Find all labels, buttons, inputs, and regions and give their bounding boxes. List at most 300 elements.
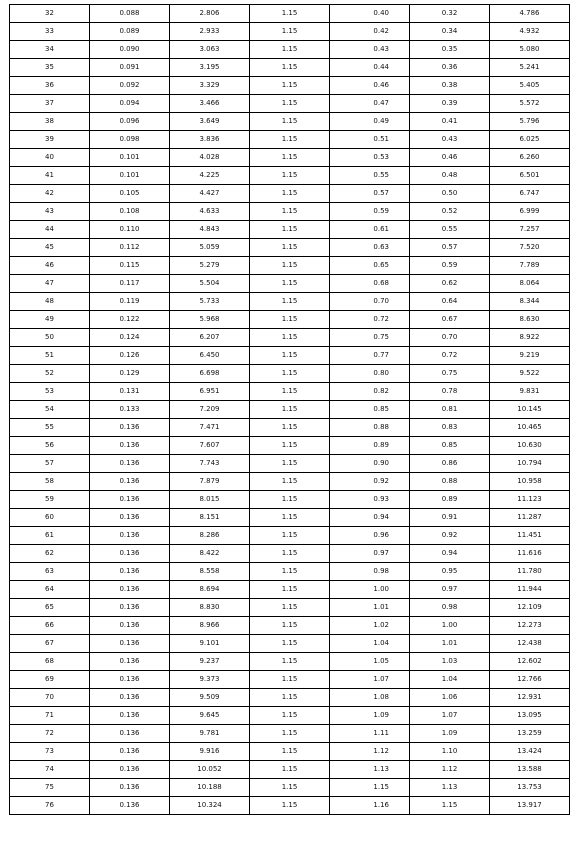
cell-col-6-value: 0.83 (410, 419, 490, 437)
table-row (10, 257, 570, 275)
cell-row-index: 50 (10, 329, 90, 347)
cell-col-7-value: 11.616 (490, 545, 570, 563)
cell-col-4-value: 1.15 (250, 545, 330, 563)
cell-col-3-value: 9.916 (170, 743, 250, 761)
table-row (10, 77, 570, 95)
cell-col-2-value: 0.115 (90, 257, 170, 275)
cell-col-6-value: 0.75 (410, 365, 490, 383)
cell-row-index: 64 (10, 581, 90, 599)
cell-col-4-value: 1.15 (250, 275, 330, 293)
cell-col-2-value: 0.136 (90, 437, 170, 455)
cell-row-index: 45 (10, 239, 90, 257)
cell-col-2-value: 0.091 (90, 59, 170, 77)
cell-col-5-value: 0.89 (330, 437, 410, 455)
cell-row-index: 46 (10, 257, 90, 275)
cell-col-7-value: 12.602 (490, 653, 570, 671)
cell-col-2-value: 0.110 (90, 221, 170, 239)
cell-col-4-value: 1.15 (250, 671, 330, 689)
cell-col-3-value: 8.558 (170, 563, 250, 581)
cell-col-6-value: 1.09 (410, 725, 490, 743)
table-row (10, 671, 570, 689)
cell-col-6-value: 0.50 (410, 185, 490, 203)
table-row (10, 653, 570, 671)
cell-col-6-value: 0.85 (410, 437, 490, 455)
cell-row-index: 36 (10, 77, 90, 95)
cell-col-3-value: 3.329 (170, 77, 250, 95)
cell-col-2-value: 0.089 (90, 23, 170, 41)
cell-col-6-value: 0.41 (410, 113, 490, 131)
cell-col-4-value: 1.15 (250, 725, 330, 743)
cell-col-4-value: 1.15 (250, 437, 330, 455)
cell-col-5-value: 0.68 (330, 275, 410, 293)
cell-col-7-value: 6.025 (490, 131, 570, 149)
cell-col-3-value: 10.188 (170, 779, 250, 797)
cell-col-4-value: 1.15 (250, 581, 330, 599)
table-row (10, 167, 570, 185)
cell-col-2-value: 0.136 (90, 761, 170, 779)
cell-col-6-value: 0.88 (410, 473, 490, 491)
cell-col-3-value: 10.052 (170, 761, 250, 779)
cell-col-6-value: 0.97 (410, 581, 490, 599)
cell-row-index: 41 (10, 167, 90, 185)
cell-col-3-value: 6.450 (170, 347, 250, 365)
cell-col-3-value: 8.015 (170, 491, 250, 509)
cell-col-4-value: 1.15 (250, 41, 330, 59)
cell-col-3-value: 2.933 (170, 23, 250, 41)
table-row (10, 797, 570, 815)
cell-col-6-value: 0.64 (410, 293, 490, 311)
cell-row-index: 68 (10, 653, 90, 671)
cell-col-7-value: 7.257 (490, 221, 570, 239)
cell-col-6-value: 0.35 (410, 41, 490, 59)
cell-row-index: 53 (10, 383, 90, 401)
table-row (10, 707, 570, 725)
cell-col-6-value: 1.00 (410, 617, 490, 635)
cell-col-3-value: 7.209 (170, 401, 250, 419)
cell-row-index: 47 (10, 275, 90, 293)
cell-col-2-value: 0.136 (90, 635, 170, 653)
cell-col-3-value: 5.733 (170, 293, 250, 311)
cell-row-index: 61 (10, 527, 90, 545)
cell-col-5-value: 1.05 (330, 653, 410, 671)
cell-col-4-value: 1.15 (250, 599, 330, 617)
cell-col-2-value: 0.098 (90, 131, 170, 149)
cell-col-7-value: 5.796 (490, 113, 570, 131)
table-row (10, 5, 570, 23)
cell-col-5-value: 0.85 (330, 401, 410, 419)
cell-col-2-value: 0.136 (90, 545, 170, 563)
cell-col-6-value: 1.03 (410, 653, 490, 671)
cell-col-5-value: 1.09 (330, 707, 410, 725)
cell-col-6-value: 0.48 (410, 167, 490, 185)
cell-col-3-value: 9.645 (170, 707, 250, 725)
cell-col-7-value: 11.123 (490, 491, 570, 509)
cell-col-3-value: 8.286 (170, 527, 250, 545)
cell-col-6-value: 0.72 (410, 347, 490, 365)
cell-col-6-value: 1.04 (410, 671, 490, 689)
cell-col-7-value: 8.064 (490, 275, 570, 293)
cell-col-7-value: 11.451 (490, 527, 570, 545)
cell-col-4-value: 1.15 (250, 23, 330, 41)
cell-col-5-value: 0.96 (330, 527, 410, 545)
cell-col-2-value: 0.136 (90, 527, 170, 545)
cell-col-5-value: 0.53 (330, 149, 410, 167)
cell-col-7-value: 5.241 (490, 59, 570, 77)
cell-col-5-value: 0.65 (330, 257, 410, 275)
cell-col-7-value: 9.219 (490, 347, 570, 365)
cell-col-3-value: 4.427 (170, 185, 250, 203)
cell-col-3-value: 4.028 (170, 149, 250, 167)
cell-row-index: 49 (10, 311, 90, 329)
cell-row-index: 66 (10, 617, 90, 635)
cell-col-3-value: 5.279 (170, 257, 250, 275)
table-row (10, 761, 570, 779)
cell-col-5-value: 0.47 (330, 95, 410, 113)
cell-col-5-value: 1.08 (330, 689, 410, 707)
cell-col-6-value: 0.95 (410, 563, 490, 581)
cell-col-3-value: 6.951 (170, 383, 250, 401)
cell-col-4-value: 1.15 (250, 707, 330, 725)
table-row (10, 491, 570, 509)
cell-col-7-value: 9.522 (490, 365, 570, 383)
cell-row-index: 38 (10, 113, 90, 131)
cell-col-2-value: 0.090 (90, 41, 170, 59)
cell-col-4-value: 1.15 (250, 401, 330, 419)
cell-col-2-value: 0.136 (90, 779, 170, 797)
cell-col-4-value: 1.15 (250, 455, 330, 473)
cell-col-3-value: 3.836 (170, 131, 250, 149)
cell-row-index: 51 (10, 347, 90, 365)
cell-col-4-value: 1.15 (250, 95, 330, 113)
cell-col-7-value: 10.794 (490, 455, 570, 473)
cell-col-5-value: 0.46 (330, 77, 410, 95)
cell-col-6-value: 0.52 (410, 203, 490, 221)
cell-col-5-value: 0.42 (330, 23, 410, 41)
cell-col-6-value: 0.55 (410, 221, 490, 239)
cell-col-3-value: 3.466 (170, 95, 250, 113)
cell-row-index: 34 (10, 41, 90, 59)
cell-col-4-value: 1.15 (250, 689, 330, 707)
cell-col-5-value: 0.44 (330, 59, 410, 77)
cell-row-index: 74 (10, 761, 90, 779)
cell-col-5-value: 1.02 (330, 617, 410, 635)
cell-col-6-value: 0.57 (410, 239, 490, 257)
table-body (10, 5, 570, 815)
table-row (10, 779, 570, 797)
cell-col-6-value: 0.92 (410, 527, 490, 545)
cell-row-index: 62 (10, 545, 90, 563)
cell-col-5-value: 1.13 (330, 761, 410, 779)
cell-col-2-value: 0.136 (90, 473, 170, 491)
table-row (10, 293, 570, 311)
cell-col-5-value: 0.88 (330, 419, 410, 437)
table-row (10, 203, 570, 221)
cell-col-6-value: 0.78 (410, 383, 490, 401)
cell-col-3-value: 4.843 (170, 221, 250, 239)
cell-row-index: 33 (10, 23, 90, 41)
cell-row-index: 56 (10, 437, 90, 455)
cell-row-index: 39 (10, 131, 90, 149)
table-row (10, 455, 570, 473)
cell-col-2-value: 0.101 (90, 149, 170, 167)
cell-col-5-value: 0.90 (330, 455, 410, 473)
cell-col-4-value: 1.15 (250, 77, 330, 95)
cell-col-7-value: 13.753 (490, 779, 570, 797)
cell-row-index: 69 (10, 671, 90, 689)
cell-col-4-value: 1.15 (250, 5, 330, 23)
cell-col-5-value: 0.72 (330, 311, 410, 329)
cell-col-7-value: 5.572 (490, 95, 570, 113)
table-row (10, 635, 570, 653)
cell-col-2-value: 0.136 (90, 725, 170, 743)
cell-col-4-value: 1.15 (250, 761, 330, 779)
cell-row-index: 37 (10, 95, 90, 113)
cell-col-4-value: 1.15 (250, 473, 330, 491)
cell-col-5-value: 1.07 (330, 671, 410, 689)
cell-col-3-value: 10.324 (170, 797, 250, 815)
cell-col-4-value: 1.15 (250, 653, 330, 671)
cell-col-5-value: 0.63 (330, 239, 410, 257)
cell-col-7-value: 13.095 (490, 707, 570, 725)
cell-col-7-value: 10.465 (490, 419, 570, 437)
cell-col-2-value: 0.105 (90, 185, 170, 203)
cell-col-4-value: 1.15 (250, 311, 330, 329)
cell-row-index: 70 (10, 689, 90, 707)
cell-col-6-value: 0.70 (410, 329, 490, 347)
cell-col-3-value: 9.101 (170, 635, 250, 653)
table-row (10, 275, 570, 293)
table-row (10, 617, 570, 635)
cell-row-index: 44 (10, 221, 90, 239)
cell-col-5-value: 0.77 (330, 347, 410, 365)
cell-col-5-value: 1.12 (330, 743, 410, 761)
cell-col-7-value: 8.922 (490, 329, 570, 347)
cell-col-2-value: 0.136 (90, 707, 170, 725)
table-row (10, 563, 570, 581)
cell-row-index: 55 (10, 419, 90, 437)
cell-col-3-value: 7.471 (170, 419, 250, 437)
cell-col-3-value: 5.059 (170, 239, 250, 257)
table-row (10, 383, 570, 401)
cell-col-3-value: 7.879 (170, 473, 250, 491)
table-row (10, 599, 570, 617)
cell-col-6-value: 0.34 (410, 23, 490, 41)
cell-col-3-value: 5.968 (170, 311, 250, 329)
cell-col-7-value: 10.145 (490, 401, 570, 419)
cell-col-6-value: 1.12 (410, 761, 490, 779)
cell-col-5-value: 0.97 (330, 545, 410, 563)
data-table (9, 4, 570, 815)
cell-col-2-value: 0.124 (90, 329, 170, 347)
table-row (10, 473, 570, 491)
cell-col-2-value: 0.136 (90, 599, 170, 617)
cell-col-4-value: 1.15 (250, 635, 330, 653)
cell-col-4-value: 1.15 (250, 203, 330, 221)
cell-col-5-value: 1.11 (330, 725, 410, 743)
cell-col-7-value: 6.747 (490, 185, 570, 203)
cell-row-index: 52 (10, 365, 90, 383)
cell-row-index: 72 (10, 725, 90, 743)
cell-col-3-value: 4.225 (170, 167, 250, 185)
cell-col-6-value: 0.36 (410, 59, 490, 77)
cell-col-7-value: 8.630 (490, 311, 570, 329)
cell-row-index: 35 (10, 59, 90, 77)
cell-col-6-value: 1.13 (410, 779, 490, 797)
cell-col-5-value: 0.93 (330, 491, 410, 509)
cell-col-7-value: 8.344 (490, 293, 570, 311)
cell-col-2-value: 0.094 (90, 95, 170, 113)
cell-col-7-value: 13.259 (490, 725, 570, 743)
cell-col-5-value: 0.75 (330, 329, 410, 347)
cell-row-index: 73 (10, 743, 90, 761)
cell-col-7-value: 11.780 (490, 563, 570, 581)
cell-col-2-value: 0.129 (90, 365, 170, 383)
table-row (10, 113, 570, 131)
cell-col-7-value: 13.424 (490, 743, 570, 761)
cell-col-6-value: 0.38 (410, 77, 490, 95)
cell-col-3-value: 9.781 (170, 725, 250, 743)
cell-col-5-value: 0.49 (330, 113, 410, 131)
cell-col-5-value: 1.00 (330, 581, 410, 599)
cell-col-6-value: 0.46 (410, 149, 490, 167)
cell-row-index: 76 (10, 797, 90, 815)
cell-col-3-value: 8.694 (170, 581, 250, 599)
cell-col-2-value: 0.133 (90, 401, 170, 419)
cell-row-index: 60 (10, 509, 90, 527)
table-row (10, 725, 570, 743)
cell-col-2-value: 0.136 (90, 563, 170, 581)
cell-col-2-value: 0.101 (90, 167, 170, 185)
cell-col-7-value: 12.931 (490, 689, 570, 707)
cell-col-5-value: 0.82 (330, 383, 410, 401)
cell-col-2-value: 0.136 (90, 797, 170, 815)
table-row (10, 239, 570, 257)
cell-col-4-value: 1.15 (250, 365, 330, 383)
cell-col-7-value: 10.630 (490, 437, 570, 455)
cell-col-5-value: 1.16 (330, 797, 410, 815)
cell-col-7-value: 12.438 (490, 635, 570, 653)
cell-col-6-value: 0.89 (410, 491, 490, 509)
cell-col-2-value: 0.136 (90, 419, 170, 437)
cell-col-3-value: 8.830 (170, 599, 250, 617)
table-row (10, 311, 570, 329)
cell-col-3-value: 6.698 (170, 365, 250, 383)
cell-col-2-value: 0.136 (90, 689, 170, 707)
cell-col-3-value: 3.195 (170, 59, 250, 77)
cell-row-index: 59 (10, 491, 90, 509)
cell-row-index: 71 (10, 707, 90, 725)
cell-col-5-value: 0.57 (330, 185, 410, 203)
cell-col-4-value: 1.15 (250, 167, 330, 185)
cell-col-6-value: 1.10 (410, 743, 490, 761)
cell-col-5-value: 0.92 (330, 473, 410, 491)
cell-row-index: 54 (10, 401, 90, 419)
table-row (10, 365, 570, 383)
cell-col-6-value: 1.07 (410, 707, 490, 725)
cell-col-7-value: 4.932 (490, 23, 570, 41)
cell-col-2-value: 0.112 (90, 239, 170, 257)
cell-col-2-value: 0.117 (90, 275, 170, 293)
cell-col-3-value: 6.207 (170, 329, 250, 347)
cell-col-6-value: 0.39 (410, 95, 490, 113)
cell-col-3-value: 8.966 (170, 617, 250, 635)
cell-col-5-value: 1.15 (330, 779, 410, 797)
table-row (10, 437, 570, 455)
cell-col-4-value: 1.15 (250, 797, 330, 815)
table-row (10, 545, 570, 563)
cell-col-4-value: 1.15 (250, 149, 330, 167)
cell-row-index: 43 (10, 203, 90, 221)
cell-col-3-value: 8.422 (170, 545, 250, 563)
cell-col-2-value: 0.131 (90, 383, 170, 401)
cell-col-5-value: 1.04 (330, 635, 410, 653)
cell-col-3-value: 5.504 (170, 275, 250, 293)
cell-col-2-value: 0.136 (90, 671, 170, 689)
cell-col-6-value: 0.32 (410, 5, 490, 23)
cell-col-7-value: 10.958 (490, 473, 570, 491)
cell-col-7-value: 12.766 (490, 671, 570, 689)
cell-col-5-value: 0.55 (330, 167, 410, 185)
cell-col-5-value: 1.01 (330, 599, 410, 617)
cell-col-3-value: 9.373 (170, 671, 250, 689)
cell-col-7-value: 9.831 (490, 383, 570, 401)
cell-row-index: 57 (10, 455, 90, 473)
cell-col-3-value: 9.509 (170, 689, 250, 707)
cell-col-4-value: 1.15 (250, 527, 330, 545)
cell-col-7-value: 12.273 (490, 617, 570, 635)
table-row (10, 509, 570, 527)
cell-col-6-value: 0.43 (410, 131, 490, 149)
cell-col-5-value: 0.94 (330, 509, 410, 527)
cell-col-7-value: 5.405 (490, 77, 570, 95)
cell-col-4-value: 1.15 (250, 509, 330, 527)
table-row (10, 329, 570, 347)
cell-row-index: 67 (10, 635, 90, 653)
cell-col-3-value: 9.237 (170, 653, 250, 671)
cell-col-2-value: 0.136 (90, 509, 170, 527)
cell-col-6-value: 0.67 (410, 311, 490, 329)
cell-row-index: 32 (10, 5, 90, 23)
table-row (10, 59, 570, 77)
cell-col-7-value: 6.999 (490, 203, 570, 221)
cell-col-7-value: 6.260 (490, 149, 570, 167)
cell-col-5-value: 0.40 (330, 5, 410, 23)
cell-col-3-value: 2.806 (170, 5, 250, 23)
cell-col-6-value: 0.59 (410, 257, 490, 275)
cell-col-4-value: 1.15 (250, 257, 330, 275)
cell-col-4-value: 1.15 (250, 113, 330, 131)
cell-col-5-value: 0.43 (330, 41, 410, 59)
cell-col-7-value: 6.501 (490, 167, 570, 185)
cell-col-6-value: 0.94 (410, 545, 490, 563)
cell-row-index: 48 (10, 293, 90, 311)
cell-col-4-value: 1.15 (250, 491, 330, 509)
cell-col-7-value: 13.917 (490, 797, 570, 815)
cell-col-2-value: 0.136 (90, 455, 170, 473)
table-row (10, 581, 570, 599)
table-row (10, 149, 570, 167)
cell-col-4-value: 1.15 (250, 185, 330, 203)
cell-col-2-value: 0.136 (90, 743, 170, 761)
cell-col-2-value: 0.108 (90, 203, 170, 221)
cell-col-2-value: 0.092 (90, 77, 170, 95)
cell-col-4-value: 1.15 (250, 617, 330, 635)
cell-col-7-value: 13.588 (490, 761, 570, 779)
table-row (10, 689, 570, 707)
cell-col-4-value: 1.15 (250, 563, 330, 581)
cell-row-index: 75 (10, 779, 90, 797)
cell-col-4-value: 1.15 (250, 59, 330, 77)
